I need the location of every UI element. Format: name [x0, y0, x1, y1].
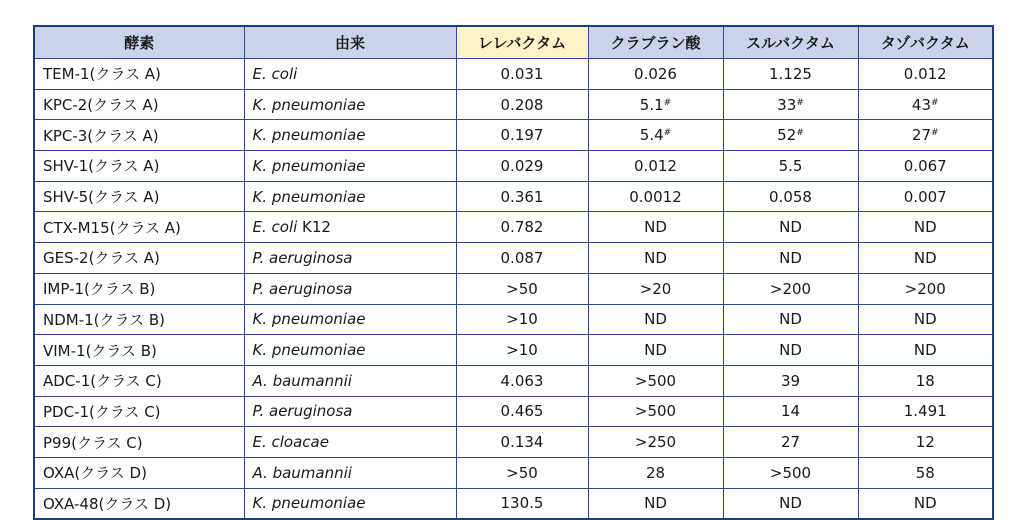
origin-cell — [244, 181, 456, 212]
value-text: ND — [779, 248, 802, 267]
value-text: ND — [779, 494, 802, 513]
value-text: ND — [779, 218, 802, 237]
origin-species: P. aeruginosa — [252, 248, 353, 267]
origin-species: K. pneumoniae — [252, 126, 366, 145]
table-row — [34, 243, 993, 274]
value-cell — [723, 151, 858, 182]
footnote-mark: # — [931, 128, 939, 139]
origin-species: K. pneumoniae — [252, 156, 366, 175]
value-cell — [588, 335, 723, 366]
value-cell — [456, 273, 588, 304]
origin-cell — [244, 89, 456, 120]
value-text: ND — [913, 341, 937, 360]
table-row — [34, 396, 993, 427]
value-text: 43 — [911, 95, 932, 114]
value-cell — [858, 457, 993, 488]
value-cell — [858, 488, 993, 519]
value-text: 0.026 — [634, 64, 677, 83]
value-text: 27 — [780, 433, 801, 452]
value-cell — [858, 427, 993, 458]
value-cell — [588, 181, 723, 212]
value-cell — [456, 457, 588, 488]
table-body — [34, 59, 993, 520]
enzyme-cell: PDC-1(クラス C) — [34, 396, 244, 427]
value-cell — [456, 335, 588, 366]
origin-cell — [244, 243, 456, 274]
header-sulbactam: スルバクタム — [723, 26, 858, 59]
value-text: 0.087 — [500, 248, 544, 267]
table-row — [34, 427, 993, 458]
table-row — [34, 304, 993, 335]
value-text: >500 — [634, 371, 677, 390]
value-text: 58 — [915, 463, 935, 482]
enzyme-cell: CTX-M15(クラス A) — [34, 212, 244, 243]
value-cell — [858, 59, 993, 90]
value-cell — [858, 335, 993, 366]
origin-cell — [244, 212, 456, 243]
value-cell — [456, 120, 588, 151]
value-text: 0.031 — [500, 64, 544, 83]
value-text: ND — [644, 248, 667, 267]
value-text: 130.5 — [500, 494, 544, 513]
value-cell — [723, 59, 858, 90]
value-text: 0.197 — [500, 126, 544, 145]
origin-species: K. pneumoniae — [252, 95, 366, 114]
value-cell — [456, 89, 588, 120]
value-text: >10 — [506, 310, 538, 329]
enzyme-cell: IMP-1(クラス B) — [34, 273, 244, 304]
value-cell — [858, 304, 993, 335]
value-cell — [858, 181, 993, 212]
enzyme-cell: SHV-5(クラス A) — [34, 181, 244, 212]
enzyme-cell: VIM-1(クラス B) — [34, 335, 244, 366]
value-cell — [723, 181, 858, 212]
value-cell — [723, 488, 858, 519]
value-text: ND — [644, 310, 667, 329]
header-clavulanic-acid: クラブラン酸 — [588, 26, 723, 59]
value-text: 0.134 — [500, 433, 544, 452]
footnote-mark: # — [796, 128, 804, 139]
enzyme-cell: GES-2(クラス A) — [34, 243, 244, 274]
value-cell — [588, 396, 723, 427]
value-cell — [858, 89, 993, 120]
enzyme-cell: ADC-1(クラス C) — [34, 365, 244, 396]
value-cell — [723, 243, 858, 274]
table-row — [34, 212, 993, 243]
table-row — [34, 181, 993, 212]
origin-strain: K12 — [297, 218, 331, 237]
origin-species: E. coli — [252, 218, 298, 237]
header-tazobactam: タゾバクタム — [858, 26, 993, 59]
value-cell — [588, 120, 723, 151]
value-text: >500 — [769, 463, 812, 482]
value-text: ND — [644, 341, 667, 360]
enzyme-cell: OXA-48(クラス D) — [34, 488, 244, 519]
value-cell — [858, 151, 993, 182]
value-text: >250 — [634, 433, 677, 452]
value-cell — [588, 457, 723, 488]
origin-species: P. aeruginosa — [252, 279, 353, 298]
value-cell — [456, 396, 588, 427]
value-text: 0.782 — [500, 218, 544, 237]
table-row — [34, 335, 993, 366]
value-text: 12 — [915, 433, 935, 452]
value-text: ND — [644, 494, 667, 513]
value-cell — [456, 488, 588, 519]
value-cell — [588, 365, 723, 396]
origin-cell — [244, 488, 456, 519]
value-text: 0.058 — [769, 187, 812, 206]
value-text: 14 — [780, 402, 801, 421]
value-text: 28 — [645, 463, 666, 482]
origin-cell — [244, 457, 456, 488]
value-text: 5.5 — [778, 156, 803, 175]
value-text: ND — [913, 218, 937, 237]
value-text: >200 — [904, 279, 946, 298]
value-text: 0.0012 — [629, 187, 682, 206]
origin-cell — [244, 427, 456, 458]
table-row — [34, 89, 993, 120]
value-text: 0.012 — [634, 156, 677, 175]
value-cell — [588, 151, 723, 182]
value-text: >500 — [634, 402, 677, 421]
origin-species: P. aeruginosa — [252, 402, 353, 421]
value-text: ND — [779, 341, 802, 360]
value-cell — [588, 59, 723, 90]
origin-cell — [244, 59, 456, 90]
origin-cell — [244, 396, 456, 427]
origin-species: K. pneumoniae — [252, 494, 366, 513]
value-text: >50 — [506, 279, 538, 298]
value-cell — [858, 243, 993, 274]
origin-cell — [244, 304, 456, 335]
value-cell — [588, 273, 723, 304]
value-cell — [456, 212, 588, 243]
footnote-mark: # — [931, 97, 939, 108]
value-text: ND — [779, 310, 802, 329]
origin-cell — [244, 335, 456, 366]
value-text: >10 — [506, 341, 538, 360]
value-text: 0.361 — [500, 187, 544, 206]
value-cell — [723, 396, 858, 427]
value-text: 0.029 — [500, 156, 544, 175]
value-cell — [456, 243, 588, 274]
value-cell — [723, 120, 858, 151]
value-cell — [723, 335, 858, 366]
origin-species: K. pneumoniae — [252, 310, 366, 329]
footnote-mark: # — [663, 128, 672, 139]
value-text: ND — [913, 248, 937, 267]
value-text: ND — [644, 218, 667, 237]
enzyme-cell: SHV-1(クラス A) — [34, 151, 244, 182]
enzyme-cell: NDM-1(クラス B) — [34, 304, 244, 335]
value-cell — [858, 120, 993, 151]
value-text: 1.491 — [903, 402, 947, 421]
value-cell — [456, 59, 588, 90]
origin-species: A. baumannii — [252, 463, 352, 482]
value-cell — [456, 181, 588, 212]
enzyme-cell: KPC-3(クラス A) — [34, 120, 244, 151]
origin-species: K. pneumoniae — [252, 341, 366, 360]
value-cell — [588, 488, 723, 519]
header-origin: 由来 — [244, 26, 456, 59]
table-header — [34, 26, 993, 59]
header-enzyme: 酵素 — [34, 26, 244, 59]
value-text: 27 — [911, 126, 932, 145]
value-text: 33 — [777, 95, 797, 114]
value-cell — [723, 304, 858, 335]
table-row — [34, 273, 993, 304]
value-cell — [588, 212, 723, 243]
origin-species: E. coli — [252, 64, 298, 83]
value-text: 0.007 — [903, 187, 947, 206]
enzyme-cell: KPC-2(クラス A) — [34, 89, 244, 120]
value-text: 0.465 — [500, 402, 544, 421]
value-text: ND — [913, 494, 937, 513]
table-row — [34, 488, 993, 519]
header-relebactam: レレバクタム — [456, 26, 588, 59]
table-row — [34, 120, 993, 151]
value-cell — [723, 212, 858, 243]
value-cell — [456, 304, 588, 335]
table-row — [34, 59, 993, 90]
table-row — [34, 365, 993, 396]
value-cell — [723, 427, 858, 458]
value-text: 5.1 — [639, 95, 664, 114]
origin-species: E. cloacae — [252, 433, 329, 452]
origin-cell — [244, 120, 456, 151]
value-cell — [456, 427, 588, 458]
table-row — [34, 457, 993, 488]
value-cell — [588, 304, 723, 335]
value-cell — [588, 89, 723, 120]
origin-cell — [244, 365, 456, 396]
value-text: 18 — [915, 371, 935, 390]
value-text: >20 — [639, 279, 672, 298]
value-cell — [723, 365, 858, 396]
value-text: 4.063 — [500, 371, 544, 390]
origin-species: K. pneumoniae — [252, 187, 366, 206]
enzyme-cell: TEM-1(クラス A) — [34, 59, 244, 90]
inhibitor-comparison-table — [33, 25, 994, 520]
value-text: 5.4 — [639, 126, 664, 145]
value-cell — [723, 89, 858, 120]
footnote-mark: # — [663, 97, 672, 108]
value-text: 0.208 — [500, 95, 544, 114]
enzyme-cell: OXA(クラス D) — [34, 457, 244, 488]
value-text: ND — [913, 310, 937, 329]
footnote-mark: # — [796, 97, 804, 108]
origin-cell — [244, 273, 456, 304]
value-cell — [858, 212, 993, 243]
value-cell — [858, 273, 993, 304]
value-cell — [456, 365, 588, 396]
value-cell — [456, 151, 588, 182]
value-text: 0.067 — [903, 156, 947, 175]
value-text: 39 — [780, 371, 801, 390]
value-text: 52 — [777, 126, 797, 145]
value-text: >200 — [769, 279, 812, 298]
value-text: >50 — [506, 463, 538, 482]
value-cell — [588, 243, 723, 274]
enzyme-cell: P99(クラス C) — [34, 427, 244, 458]
value-text: 1.125 — [769, 64, 812, 83]
inhibitor-table-container — [33, 25, 992, 520]
value-text: 0.012 — [903, 64, 947, 83]
value-cell — [723, 273, 858, 304]
value-cell — [723, 457, 858, 488]
table-row — [34, 151, 993, 182]
value-cell — [858, 365, 993, 396]
value-cell — [588, 427, 723, 458]
header-row — [34, 26, 993, 59]
origin-species: A. baumannii — [252, 371, 352, 390]
value-cell — [858, 396, 993, 427]
origin-cell — [244, 151, 456, 182]
